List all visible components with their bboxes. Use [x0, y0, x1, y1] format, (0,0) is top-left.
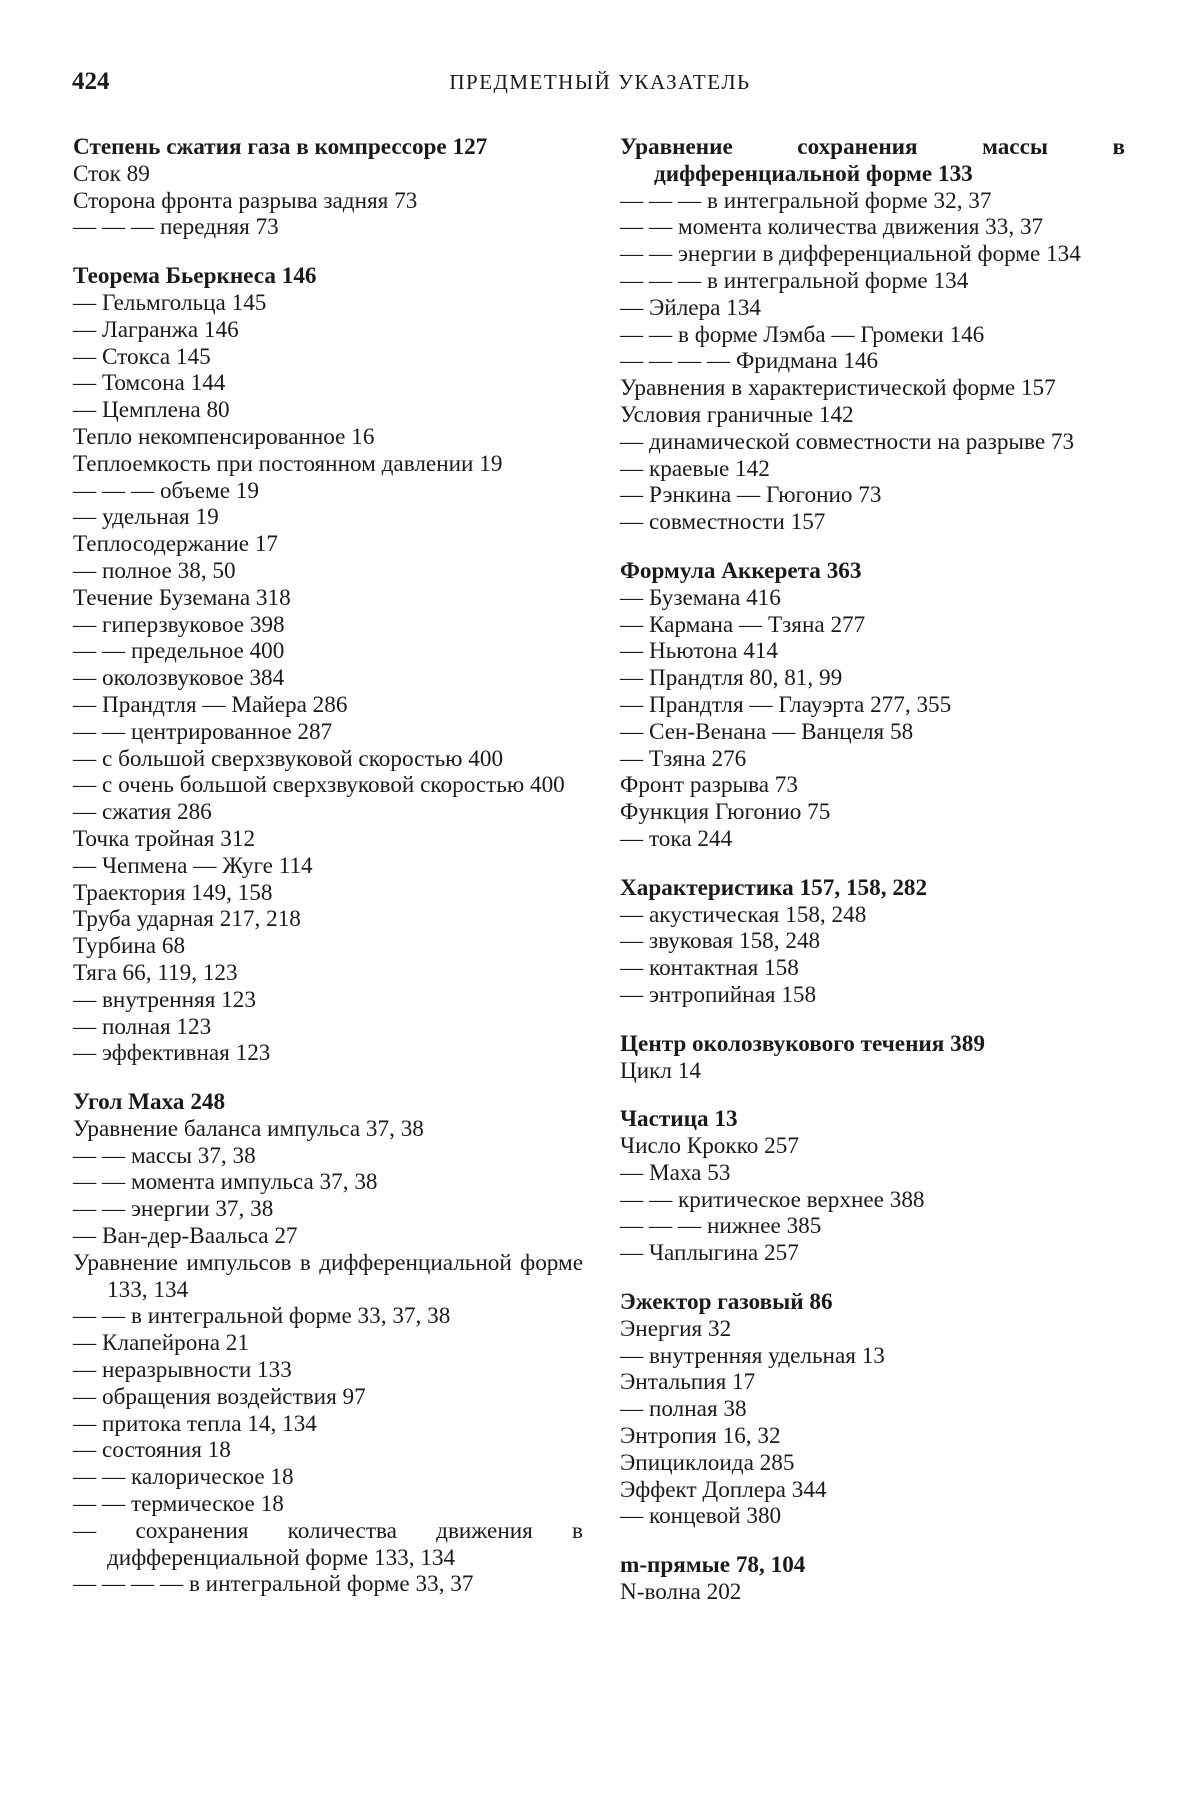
index-entry: Угол Маха 248: [73, 1089, 226, 1116]
index-entry: — Прандтля — Майера 286: [73, 691, 348, 718]
index-entry: Уравнение баланса импульса 37, 38: [73, 1115, 424, 1142]
letter-group-gap: [73, 1067, 583, 1089]
index-entry: — Клапейрона 21: [73, 1330, 249, 1357]
index-entry: Турбина 68: [73, 933, 186, 960]
letter-group-gap: [620, 1084, 1125, 1106]
letter-group-gap: [620, 1267, 1125, 1289]
index-entry: — притока тепла 14, 134: [73, 1410, 317, 1437]
index-entry: — с большой сверхзвуковой скоростью 400: [73, 745, 504, 772]
index-entry: — тока 244: [620, 825, 733, 852]
index-entry: Уравнение импульсов в дифференциальной форме 133, 134: [73, 1249, 583, 1303]
index-entry: Труба ударная 217, 218: [73, 906, 301, 933]
index-entry: — — — — в интегральной форме 33, 37: [73, 1571, 474, 1598]
index-entry: — — момента количества движения 33, 37: [620, 214, 1044, 241]
index-entry: — — — объеме 19: [73, 477, 259, 504]
index-entry: Число Крокко 257: [620, 1133, 799, 1160]
index-entry: — динамической совместности на разрыве 73: [620, 428, 1075, 455]
letter-group-gap: [620, 1009, 1125, 1031]
index-entry: Энтропия 16, 32: [620, 1423, 781, 1450]
index-entry: Частица 13: [620, 1106, 738, 1133]
index-entry: — — — в интегральной форме 32, 37: [620, 187, 992, 214]
index-entry: Степень сжатия газа в компрессоре 127: [73, 134, 488, 160]
index-entry: — — калорическое 18: [73, 1464, 294, 1491]
index-entry: — полная 38: [620, 1396, 747, 1423]
index-entry: Теплоемкость при постоянном давлении 19: [73, 450, 503, 477]
index-entry: — состояния 18: [73, 1437, 231, 1464]
index-entry: — контактная 158: [620, 955, 799, 982]
index-entry: Тяга 66, 119, 123: [73, 959, 238, 986]
index-entry: Цикл 14: [620, 1057, 701, 1084]
index-entry: Энтальпия 17: [620, 1369, 756, 1396]
index-entry: — — — передняя 73: [73, 214, 279, 241]
index-entry: Теорема Бьеркнеса 146: [73, 263, 317, 290]
index-entry: — околозвуковое 384: [73, 665, 285, 692]
index-column-left: [73, 134, 583, 1598]
index-entry: — Кармана — Тзяна 277: [620, 611, 866, 638]
index-entry: — Маха 53: [620, 1159, 731, 1186]
running-title: ПРЕДМЕТНЫЙ УКАЗАТЕЛЬ: [449, 70, 751, 94]
index-entry: — — — — Фридмана 146: [620, 348, 879, 375]
index-entry: Энергия 32: [620, 1315, 732, 1342]
index-entry: Точка тройная 312: [73, 825, 256, 852]
index-entry: — — — нижнее 385: [620, 1213, 822, 1240]
index-entry: — — в форме Лэмба — Громеки 146: [620, 321, 985, 348]
index-entry: — Буземана 416: [620, 584, 781, 611]
index-entry: Формула Аккерета 363: [620, 557, 862, 584]
index-entry: — Томсона 144: [73, 370, 226, 397]
letter-group-gap: [620, 536, 1125, 558]
index-entry: — внутренняя удельная 13: [620, 1342, 885, 1369]
index-entry: — удельная 19: [73, 504, 219, 531]
index-entry: — Чаплыгина 257: [620, 1240, 799, 1267]
index-entry: — — энергии в дифференциальной форме 134: [620, 241, 1081, 268]
page-header: [72, 68, 1128, 108]
index-entry: — — энергии 37, 38: [73, 1196, 274, 1223]
index-entry: — обращения воздействия 97: [73, 1383, 366, 1410]
index-entry: — сохранения количества движения в дифференциальной форме 133, 134: [73, 1517, 583, 1571]
index-entry: — Эйлера 134: [620, 294, 762, 321]
index-entry: Эпициклоида 285: [620, 1449, 795, 1476]
index-entry: Тепло некомпенсированное 16: [73, 423, 375, 450]
index-entry: — Ван-дер-Ваальса 27: [73, 1223, 298, 1250]
index-entry: Траектория 149, 158: [73, 879, 273, 906]
index-entry: — Прандтля — Глауэрта 277, 355: [620, 691, 952, 718]
index-entry: — Лагранжа 146: [73, 316, 239, 343]
index-entry: Уравнение сохранения массы в дифференциальной форме 133: [620, 134, 1125, 187]
index-entry: — полная 123: [73, 1013, 212, 1040]
index-entry: — полное 38, 50: [73, 557, 236, 584]
index-entry: — краевые 142: [620, 455, 770, 482]
index-entry: — — центрированное 287: [73, 718, 333, 745]
index-entry: — совместности 157: [620, 509, 826, 536]
index-entry: — — критическое верхнее 388: [620, 1186, 925, 1213]
index-entry: N-волна 202: [620, 1579, 742, 1606]
index-entry: — Ньютона 414: [620, 638, 779, 665]
letter-group-gap: [620, 1530, 1125, 1552]
index-entry: Течение Буземана 318: [73, 584, 291, 611]
index-entry: — сжатия 286: [73, 799, 212, 826]
index-entry: Сторона фронта разрыва задняя 73: [73, 187, 418, 214]
index-entry: — — момента импульса 37, 38: [73, 1169, 378, 1196]
index-entry: — акустическая 158, 248: [620, 901, 867, 928]
index-entry: — Чепмена — Жуге 114: [73, 852, 313, 879]
index-entry: — — в интегральной форме 33, 37, 38: [73, 1303, 451, 1330]
index-entry: Фронт разрыва 73: [620, 772, 798, 799]
index-entry: Условия граничные 142: [620, 401, 854, 428]
index-entry: — Стокса 145: [73, 343, 211, 370]
index-entry: — неразрывности 133: [73, 1357, 292, 1384]
index-entry: — Рэнкина — Гюгонио 73: [620, 482, 882, 509]
index-entry: Теплосодержание 17: [73, 531, 279, 558]
index-entry: — внутренняя 123: [73, 986, 256, 1013]
index-entry: — Сен-Венана — Ванцеля 58: [620, 718, 914, 745]
index-entry: — Прандтля 80, 81, 99: [620, 665, 843, 692]
index-entry: — — — в интегральной форме 134: [620, 267, 969, 294]
letter-group-gap: [73, 241, 583, 263]
index-entry: — — массы 37, 38: [73, 1142, 256, 1169]
index-entry: — энтропийная 158: [620, 981, 817, 1008]
index-entry: Центр околозвукового течения 389: [620, 1030, 985, 1057]
index-entry: — Гельмгольца 145: [73, 289, 267, 316]
index-entry: Эжектор газовый 86: [620, 1289, 833, 1316]
index-entry: — — термическое 18: [73, 1491, 284, 1518]
page-number: 424: [72, 68, 110, 95]
index-entry: — Тзяна 276: [620, 745, 747, 772]
index-entry: Эффект Доплера 344: [620, 1476, 827, 1503]
index-entry: m-прямые 78, 104: [620, 1552, 806, 1579]
index-entry: — концевой 380: [620, 1503, 782, 1530]
index-entry: Характеристика 157, 158, 282: [620, 874, 928, 901]
index-column-right: [620, 134, 1125, 1606]
index-entry: — гиперзвуковое 398: [73, 611, 285, 638]
index-entry: Сток 89: [73, 160, 150, 187]
index-entry: Функция Гюгонио 75: [620, 799, 831, 826]
index-entry: Уравнения в характеристической форме 157: [620, 375, 1056, 402]
index-entry: — Цемплена 80: [73, 397, 230, 424]
letter-group-gap: [620, 853, 1125, 875]
index-entry: — эффективная 123: [73, 1040, 271, 1067]
index-entry: — звуковая 158, 248: [620, 928, 821, 955]
index-entry: — — предельное 400: [73, 638, 285, 665]
index-entry: — с очень большой сверхзвуковой скоростью 400: [73, 772, 565, 799]
